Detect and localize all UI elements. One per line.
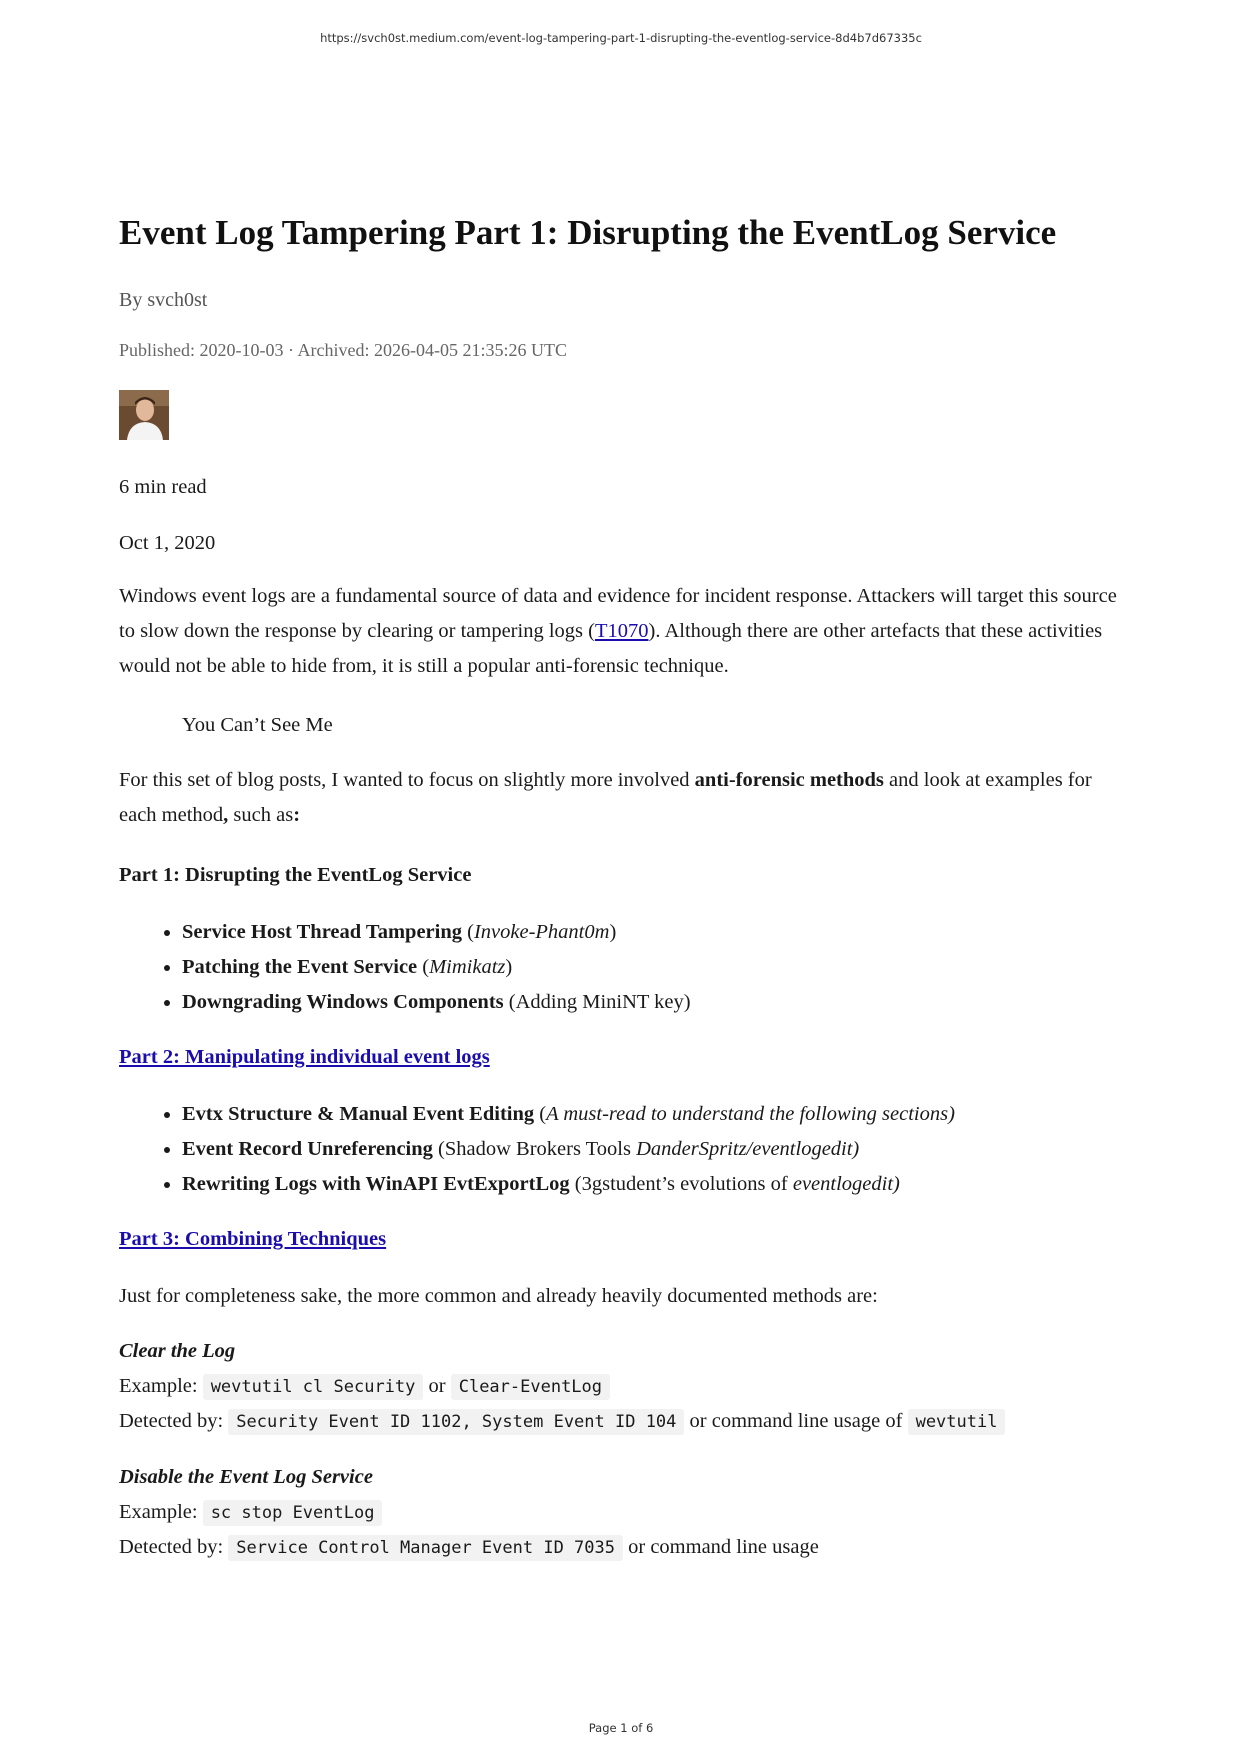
avatar-image xyxy=(119,390,169,440)
code-snippet: Security Event ID 1102, System Event ID 104 xyxy=(228,1409,684,1435)
part2-link[interactable]: Part 2: Manipulating individual event logs xyxy=(119,1046,490,1068)
part2-heading xyxy=(119,1040,1129,1075)
disable-service-heading: Disable the Event Log Service xyxy=(119,1466,373,1488)
quote-text: You Can’t See Me xyxy=(182,714,333,736)
common-methods-intro: Just for completeness sake, the more common and already heavily documented methods are: xyxy=(119,1285,878,1307)
list-item: • Downgrading Windows Components (Adding MiniNT key) xyxy=(182,985,1192,1020)
list-item: • Patching the Event Service (Mimikatz) xyxy=(182,950,1192,985)
part1-heading: Part 1: Disrupting the EventLog Service xyxy=(119,864,472,886)
list-item: • Event Record Unreferencing (Shadow Brokers Tools DanderSpritz/eventlogedit) xyxy=(182,1132,1192,1167)
code-snippet: sc stop EventLog xyxy=(203,1500,383,1526)
intro-paragraph: Windows event logs are a fundamental source of data and evidence for incident response. Attackers will target this source to slow down the response by clearing or tampering logs (T1070). Although there are other artefacts that these activities would not be able to hide from, it is still a popular anti-forensic technique. xyxy=(119,585,1117,677)
code-snippet: wevtutil cl Security xyxy=(203,1374,424,1400)
article-title: Event Log Tampering Part 1: Disrupting the EventLog Service xyxy=(119,213,1057,252)
t1070-link[interactable]: T1070 xyxy=(594,620,649,642)
article-meta: Published: 2020-10-03 · Archived: 2026-04-05 21:35:26 UTC xyxy=(119,340,567,360)
page-number: Page 1 of 6 xyxy=(588,1721,654,1735)
clear-log-example: Example: wevtutil cl Security or Clear-EventLog xyxy=(119,1369,1129,1405)
focus-paragraph: For this set of blog posts, I wanted to focus on slightly more involved anti-forensic methods and look at examples for each method, such as: xyxy=(119,769,1092,826)
part3-link[interactable]: Part 3: Combining Techniques xyxy=(119,1228,387,1250)
read-time: 6 min read xyxy=(119,476,207,498)
clear-log-detection: Detected by: Security Event ID 1102, System Event ID 104 or command line usage of wevtutil xyxy=(119,1404,1129,1440)
code-snippet: Service Control Manager Event ID 7035 xyxy=(228,1535,623,1561)
code-snippet: wevtutil xyxy=(908,1409,1006,1435)
part2-list xyxy=(119,1097,1192,1202)
disable-service-detection: Detected by: Service Control Manager Event ID 7035 or command line usage xyxy=(119,1530,1129,1566)
article-byline: By svch0st xyxy=(119,289,208,311)
disable-service-example: Example: sc stop EventLog xyxy=(119,1495,1129,1531)
page-url-header: https://svch0st.medium.com/event-log-tampering-part-1-disrupting-the-eventlog-service-8d4b7d67335c xyxy=(320,31,922,45)
list-item: • Service Host Thread Tampering (Invoke-Phant0m) xyxy=(182,915,1192,950)
author-avatar[interactable] xyxy=(119,390,169,440)
list-item: • Rewriting Logs with WinAPI EvtExportLog (3gstudent’s evolutions of eventlogedit) xyxy=(182,1167,1192,1202)
part1-list xyxy=(119,915,1192,1020)
code-snippet: Clear-EventLog xyxy=(451,1374,610,1400)
part3-heading xyxy=(119,1222,1129,1257)
list-item: • Evtx Structure & Manual Event Editing (A must-read to understand the following sections) xyxy=(182,1097,1192,1132)
clear-log-heading: Clear the Log xyxy=(119,1340,236,1362)
article-date: Oct 1, 2020 xyxy=(119,532,216,554)
